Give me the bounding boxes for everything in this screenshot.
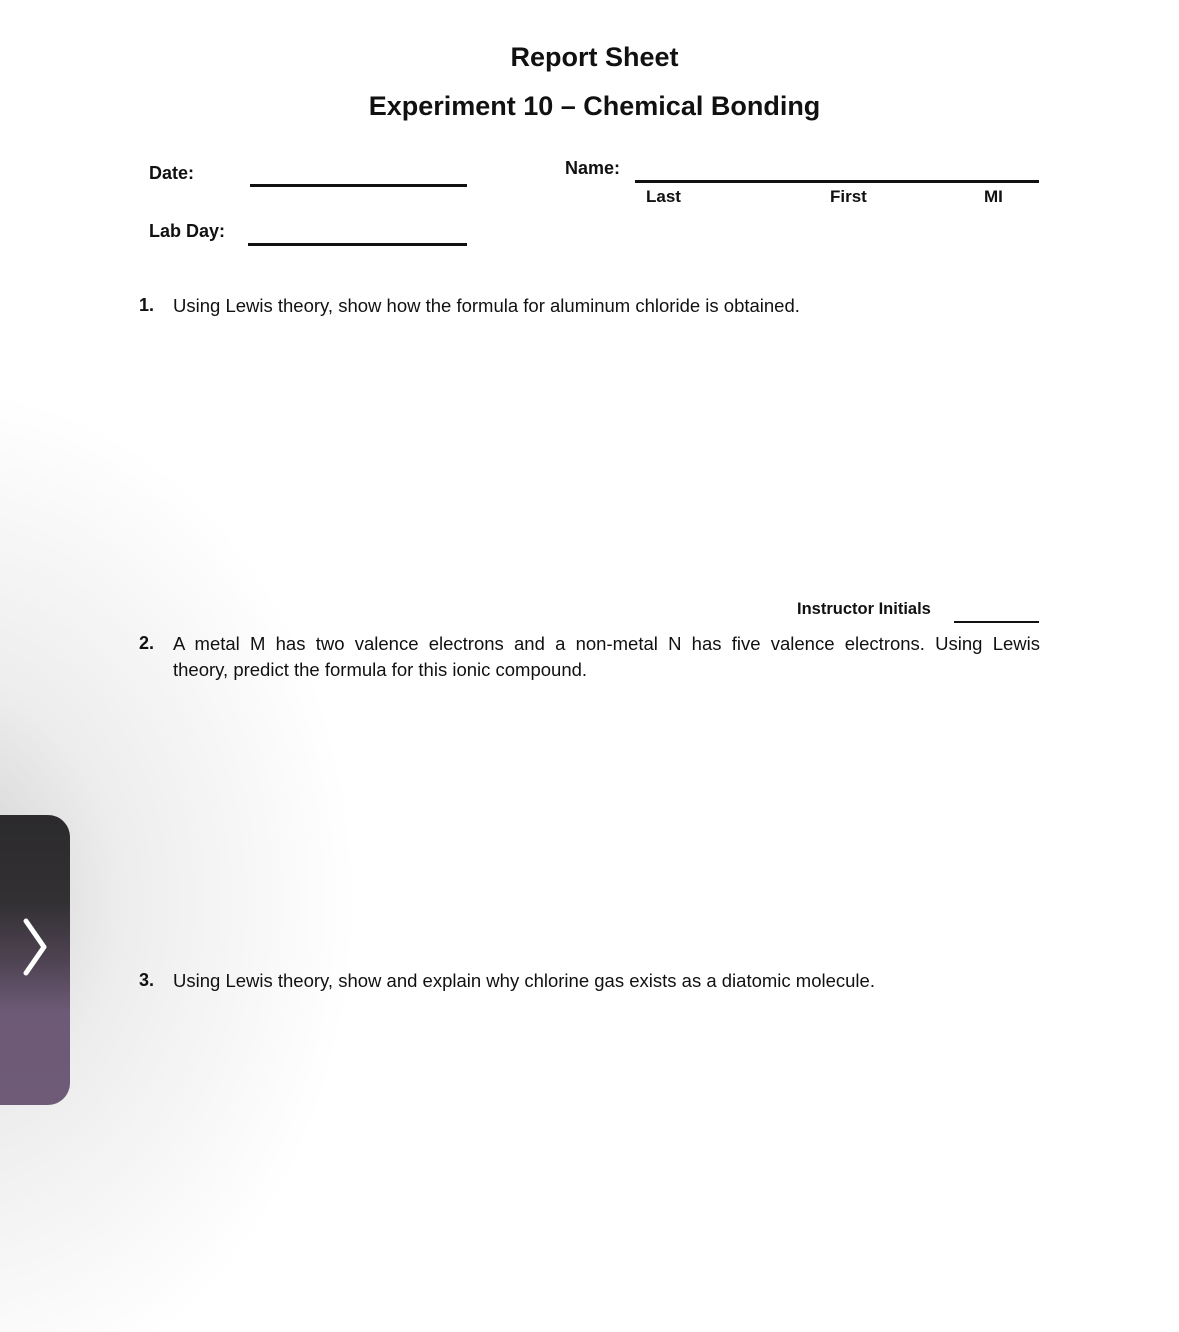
question-2-line-2: theory, predict the formula for this ionic compound. (173, 659, 588, 680)
question-2-number: 2. (139, 633, 155, 653)
date-label: Date: (149, 163, 195, 183)
report-title: Report Sheet (510, 42, 679, 72)
lab-day-field-line[interactable] (248, 243, 467, 246)
question-3-text: Using Lewis theory, show and explain why chlorine gas exists as a diatomic molecule. (173, 970, 875, 991)
name-label: Name: (565, 158, 621, 178)
experiment-title: Experiment 10 – Chemical Bonding (368, 91, 821, 121)
chevron-right-icon (20, 915, 50, 979)
question-3-number: 3. (139, 970, 155, 990)
question-2-line-1: A metal M has two valence electrons and a non-metal N has five valence electrons. Using Lewis (173, 633, 1040, 654)
question-1-text: Using Lewis theory, show how the formula for aluminum chloride is obtained. (173, 295, 800, 316)
date-field-line[interactable] (250, 184, 467, 187)
instructor-initials-line[interactable] (954, 621, 1039, 623)
name-last-label: Last (646, 187, 681, 206)
question-1-number: 1. (139, 295, 155, 315)
name-field-line[interactable] (635, 180, 1039, 183)
side-panel-toggle-button[interactable] (0, 815, 70, 1105)
lab-day-label: Lab Day: (149, 221, 226, 241)
instructor-initials-label: Instructor Initials (797, 600, 931, 618)
name-first-label: First (830, 187, 867, 206)
name-mi-label: MI (984, 187, 1003, 206)
